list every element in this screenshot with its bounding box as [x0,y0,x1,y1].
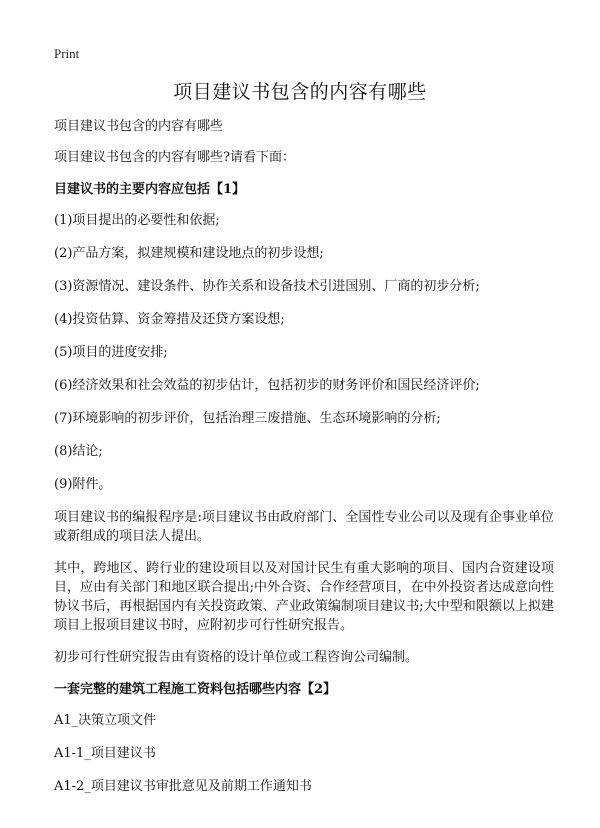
list-item: (6)经济效果和社会效益的初步估计，包括初步的财务评价和国民经济评价; [54,378,480,393]
list-item: (2)产品方案，拟建规模和建设地点的初步设想; [54,246,324,261]
list-item: (5)项目的进度安排; [54,345,168,360]
paragraph-feasibility: 初步可行性研究报告由有资格的设计单位或工程咨询公司编制。 [54,650,419,665]
list-item: (1)项目提出的必要性和依据; [54,213,220,228]
paragraph-procedure: 项目建议书的编报程序是:项目建议书由政府部门、全国性专业公司以及现有企事业单位或新组成的项目法人提出。 [54,510,554,544]
paragraph-joint-projects: 其中，跨地区、跨行业的建设项目以及对国计民生有重大影响的项目、国内合资建设项目，应由有关部门和地区联合提出;中外合资、合作经营项目，在中外投资者达成意向性协议书后，再根据国内有关投资政策、产业政策编制项目建议书;大中型和限额以上拟建项目上报项目建议书时，应附初步可行性研究报告。 [54,561,554,633]
list-item: A1-2_项目建议书审批意见及前期工作通知书 [54,779,312,794]
list-item: (9)附件。 [54,477,112,492]
section-2-heading: 一套完整的建筑工程施工资料包括哪些内容【2】 [54,682,337,697]
list-item: (3)资源情况、建设条件、协作关系和设备技术引进国别、厂商的初步分析; [54,279,480,294]
intro-line-2: 项目建议书包含的内容有哪些?请看下面： [54,150,295,165]
intro-line-1: 项目建议书包含的内容有哪些 [54,119,224,134]
list-item: (7)环境影响的初步评价，包括治理三废措施、生态环境影响的分析; [54,411,441,426]
print-link[interactable]: Print [54,46,80,61]
list-item: (4)投资估算、资金筹措及还贷方案设想; [54,312,285,327]
article-body [54,117,554,810]
list-item: A1-1_项目建议书 [54,746,156,761]
list-item: A1_决策立项文件 [54,713,157,728]
page-title: 项目建议书包含的内容有哪些 [173,81,427,103]
list-item: (8)结论; [54,444,103,459]
section-1-heading: 目建议书的主要内容应包括【1】 [54,182,246,197]
